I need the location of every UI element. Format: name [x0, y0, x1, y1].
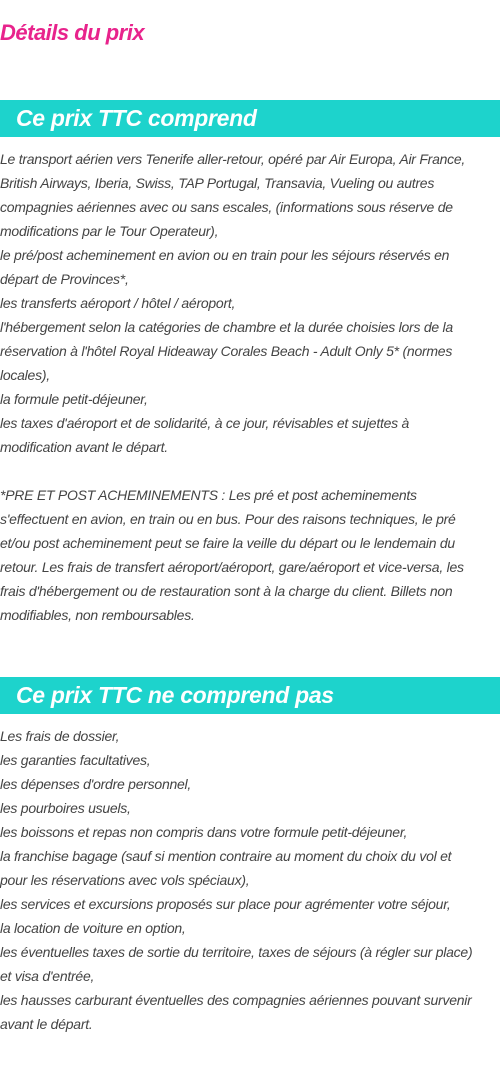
pre-post-note	[0, 483, 500, 627]
text-line: les hausses carburant éventuelles des compagnies aériennes pouvant survenir	[0, 992, 472, 1008]
text-line: le pré/post acheminement en avion ou en train pour les séjours réservés en	[0, 247, 450, 263]
excluded-list	[0, 724, 500, 1036]
text-line: avant le départ.	[0, 1016, 93, 1032]
text-line: les transferts aéroport / hôtel / aéroport,	[0, 295, 236, 311]
included-list	[0, 147, 500, 459]
text-line: les garanties facultatives,	[0, 752, 151, 768]
text-line: Les frais de dossier,	[0, 728, 120, 744]
text-line: *PRE ET POST ACHEMINEMENTS : Les pré et post acheminements	[0, 487, 417, 503]
text-line: Le transport aérien vers Tenerife aller-retour, opéré par Air Europa, Air France,	[0, 151, 466, 167]
text-line: les services et excursions proposés sur place pour agrémenter votre séjour,	[0, 896, 451, 912]
text-line: les éventuelles taxes de sortie du territoire, taxes de séjours (à régler sur place)	[0, 944, 473, 960]
text-line: locales),	[0, 367, 50, 383]
text-line: et/ou post acheminement peut se faire la veille du départ ou le lendemain du	[0, 535, 455, 551]
text-line: retour. Les frais de transfert aéroport/aéroport, gare/aéroport et vice-versa, les	[0, 559, 464, 575]
excluded-section-header: Ce prix TTC ne comprend pas	[0, 677, 500, 714]
text-line: s'effectuent en avion, en train ou en bus. Pour des raisons techniques, le pré	[0, 511, 456, 527]
text-line: frais d'hébergement ou de restauration sont à la charge du client. Billets non	[0, 583, 453, 599]
text-line: et visa d'entrée,	[0, 968, 95, 984]
text-line: départ de Provinces*,	[0, 271, 129, 287]
text-line: réservation à l'hôtel Royal Hideaway Corales Beach - Adult Only 5* (normes	[0, 343, 453, 359]
text-line: modification avant le départ.	[0, 439, 168, 455]
text-line: pour les réservations avec vols spéciaux),	[0, 872, 250, 888]
text-line: les taxes d'aéroport et de solidarité, à ce jour, révisables et sujettes à	[0, 415, 410, 431]
page-title: Détails du prix	[0, 20, 145, 45]
text-line: la formule petit-déjeuner,	[0, 391, 148, 407]
text-line: les boissons et repas non compris dans votre formule petit-déjeuner,	[0, 824, 408, 840]
text-line: les pourboires usuels,	[0, 800, 131, 816]
text-line: la location de voiture en option,	[0, 920, 186, 936]
text-line: modifiables, non remboursables.	[0, 607, 195, 623]
text-line: modifications par le Tour Operateur),	[0, 223, 219, 239]
included-section-header: Ce prix TTC comprend	[0, 100, 500, 137]
text-line: compagnies aériennes avec ou sans escales, (informations sous réserve de	[0, 199, 453, 215]
text-line: British Airways, Iberia, Swiss, TAP Portugal, Transavia, Vueling ou autres	[0, 175, 435, 191]
text-line: la franchise bagage (sauf si mention contraire au moment du choix du vol et	[0, 848, 452, 864]
text-line: l'hébergement selon la catégories de chambre et la durée choisies lors de la	[0, 319, 453, 335]
text-line: les dépenses d'ordre personnel,	[0, 776, 192, 792]
